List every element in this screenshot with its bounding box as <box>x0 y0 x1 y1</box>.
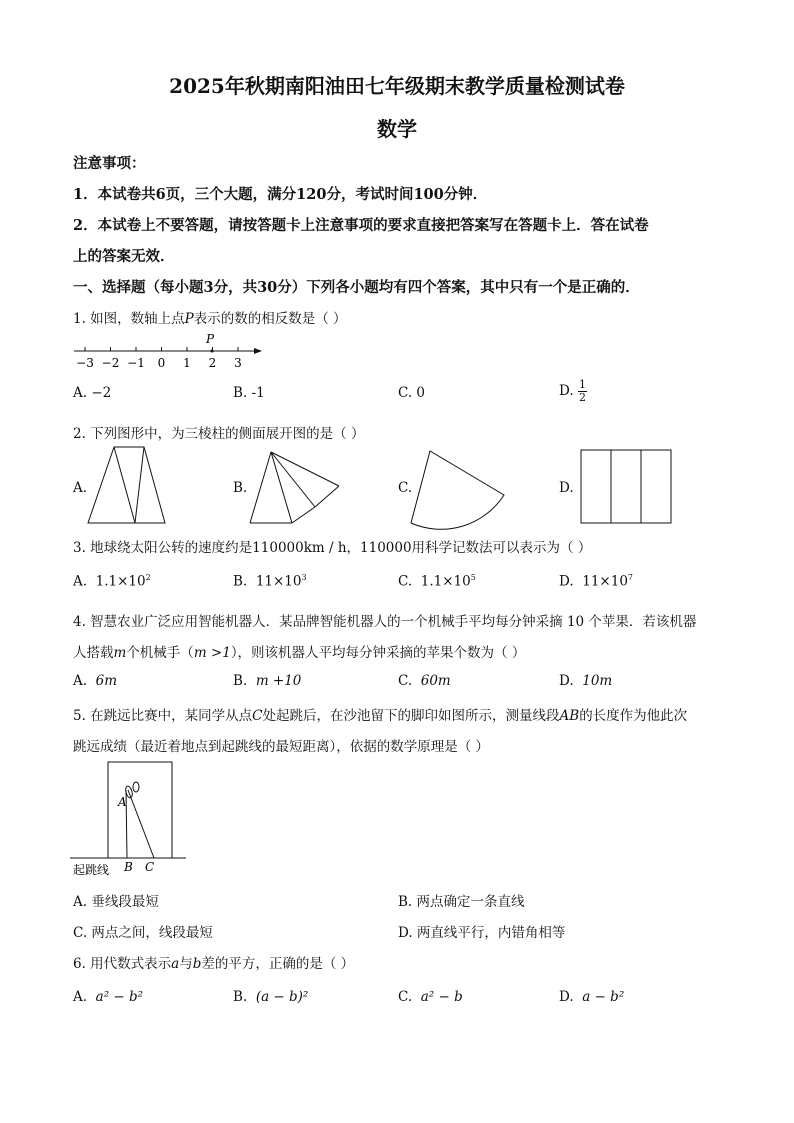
q1-number-line <box>70 330 270 370</box>
q2-figure-c <box>410 450 510 530</box>
axis-tick-label: −3 <box>76 356 94 370</box>
q3-option-d: D. $11\times 10^7$ <box>559 573 633 590</box>
axis-tick-label: 3 <box>234 356 242 370</box>
q4-line-1: 4. 智慧农业广泛应用智能机器人．某品牌智能机器人的一个机械手平均每分钟采摘 10 个苹果．若该机器 <box>73 614 697 630</box>
takeoff-line-label: 起跳线 <box>73 863 110 877</box>
section-1-heading: 一、选择题（每小题3分，共30分）下列各小题均有四个答案，其中只有一个是正确的． <box>73 279 640 296</box>
q3-option-c: C. $1.1\times 10^5$ <box>398 573 476 590</box>
point-p-marker <box>211 350 214 353</box>
q1-option-b: B. -1 <box>233 385 265 401</box>
q3-stem: 3. 地球绕太阳公转的速度约是110000km / h，110000用科学记数法可以表示为（ ） <box>73 540 592 556</box>
footprint-right <box>133 782 139 792</box>
q5-option-c: C. 两点之间，线段最短 <box>73 925 213 941</box>
q2-option-d-label: D. <box>559 480 574 496</box>
q1-stem: 1. 如图，数轴上点P表示的数的相反数是（ ） <box>73 311 347 327</box>
q2-option-c-label: C. <box>398 480 413 496</box>
q6-stem: 6. 用代数式表示a与b差的平方，正确的是（ ） <box>73 956 355 972</box>
point-b-label: B <box>124 860 133 874</box>
q2-figure-b <box>249 450 349 530</box>
q1-option-d: D. $\frac{1}{2}$ <box>559 378 586 404</box>
q5-sandpit-figure <box>70 760 200 880</box>
q6-option-d: D. a − b² <box>559 989 625 1005</box>
notice-heading: 注意事项： <box>73 155 146 172</box>
q5-option-a: A. 垂线段最短 <box>73 894 159 910</box>
notice-item-1: 1．本试卷共6页，三个大题，满分120分，考试时间100分钟． <box>73 186 488 203</box>
fraction-one-half: $\frac{1}{2}$ <box>578 378 586 404</box>
q6-option-c: C. a² − b <box>398 989 463 1005</box>
point-c-label: C <box>145 860 155 874</box>
q5-option-b: B. 两点确定一条直线 <box>398 894 525 910</box>
q5-line-2: 跳远成绩（最近着地点到起跳线的最短距离），依据的数学原理是（ ） <box>73 739 490 755</box>
q2-figure-d <box>580 449 680 529</box>
q3-option-b: B. $11\times 10^3$ <box>233 573 307 590</box>
axis-tick-label: 1 <box>183 356 191 370</box>
q5-option-d: D. 两直线平行，内错角相等 <box>398 925 566 941</box>
notice-item-3: 上的答案无效． <box>73 248 175 265</box>
q4-option-a: A. 6m <box>73 673 118 689</box>
q4-option-b: B. m +10 <box>233 673 302 689</box>
axis-tick-label: 2 <box>208 356 217 370</box>
q2-option-b-label: B. <box>233 480 248 496</box>
notice-item-2: 2．本试卷上不要答题，请按答题卡上注意事项的要求直接把答案写在答题卡上．答在试卷 <box>73 217 649 234</box>
q6-option-a: A. a² − b² <box>73 989 144 1005</box>
q6-option-b: B. (a − b)² <box>233 989 309 1005</box>
q1-option-a: A. −2 <box>73 385 112 401</box>
q2-stem: 2. 下列图形中，为三棱柱的侧面展开图的是（ ） <box>73 426 365 442</box>
subject-title: 数学 <box>377 117 417 141</box>
point-p-label: P <box>205 332 215 346</box>
axis-tick-label: 0 <box>157 356 166 370</box>
exam-title: 2025年秋期南阳油田七年级期末教学质量检测试卷 <box>169 74 625 98</box>
q5-line-1: 5. 在跳远比赛中，某同学从点C处起跳后，在沙池留下的脚印如图所示，测量线段AB的长度作为他此次 <box>73 708 688 724</box>
axis-tick-label: −2 <box>101 356 120 370</box>
q4-line-2: 人搭载m个机械手（m >1），则该机器人平均每分钟采摘的苹果个数为（ ） <box>73 645 526 661</box>
q4-option-d: D. 10m <box>559 673 613 689</box>
q2-figure-a <box>87 446 167 526</box>
q4-option-c: C. 60m <box>398 673 451 689</box>
point-a-label: A <box>118 795 127 809</box>
q1-option-c: C. 0 <box>398 385 426 401</box>
q3-option-a: A. $1.1\times 10^2$ <box>73 573 151 590</box>
q2-option-a-label: A. <box>73 480 88 496</box>
axis-tick-label: −1 <box>127 356 145 370</box>
